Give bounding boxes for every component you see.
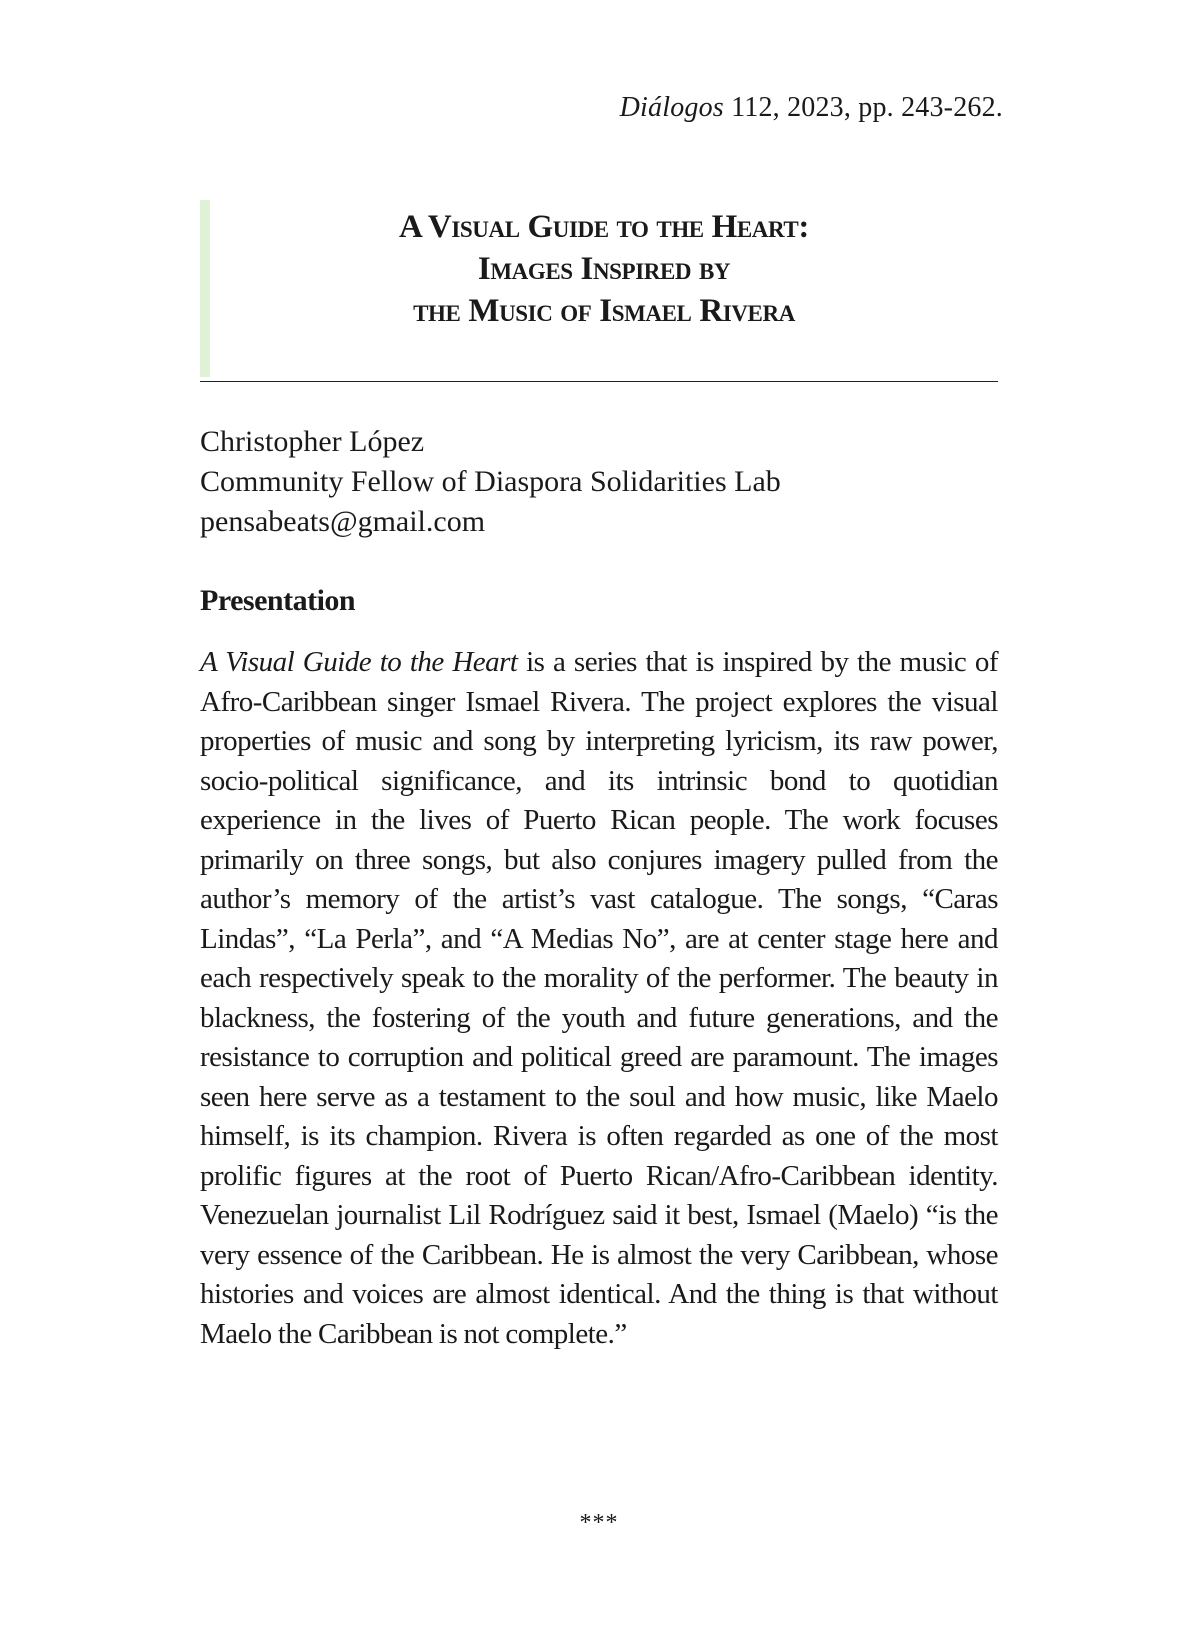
author-affiliation: Community Fellow of Diaspora Solidarities Lab [200,465,781,498]
title-line-1: A Visual Guide to the Heart: [399,209,809,245]
section-separator: *** [579,1510,619,1536]
running-head [620,92,1003,124]
title-line-2: Images Inspired by [477,251,731,287]
title-block [200,200,998,377]
article-title [210,206,998,332]
work-title: A Visual Guide to the Heart [200,646,518,678]
title-divider [200,381,998,382]
body-paragraph [200,643,998,1354]
title-line-3: the Music of Ismael Rivera [413,293,795,329]
paragraph-text: is a series that is inspired by the music of Afro-Caribbean singer Ismael Rivera. The project explores the visual properties of music and song by interpreting lyricism, its raw power, socio-political significance, and its intrinsic bond to quotidian experience in the lives of Puerto Rican people. The work focuses primarily on three songs, but also conjures imagery pulled from the author’s memory of the artist’s vast catalogue. The songs, “Caras Lindas”, “La Perla”, and “A Medias No”, are at center stage here and each respectively speak to the morality of the performer. The beauty in blackness, the fostering of the youth and future generations, and the resistance to corruption and political greed are paramount. The images seen here serve as a testament to the soul and how music, like Maelo himself, is its champion. Rivera is often regarded as one of the most prolific figures at the root of Puerto Rican/Afro-Caribbean identity. Venezuelan journalist Lil Rodríguez said it best, Ismael (Maelo) “is the very essence of the Caribbean. He is almost the very Caribbean, whose histories and voices are almost identical. And the thing is that without Maelo the Caribbean is not complete.” [200,646,999,1350]
author-email[interactable]: pensabeats@gmail.com [200,505,486,538]
author-block [200,422,781,542]
journal-name: Diálogos [619,92,724,123]
section-heading: Presentation [200,584,356,617]
title-accent-bar [200,200,210,377]
journal-citation: 112, 2023, pp. 243-262. [723,92,1003,123]
author-name: Christopher López [200,425,425,458]
